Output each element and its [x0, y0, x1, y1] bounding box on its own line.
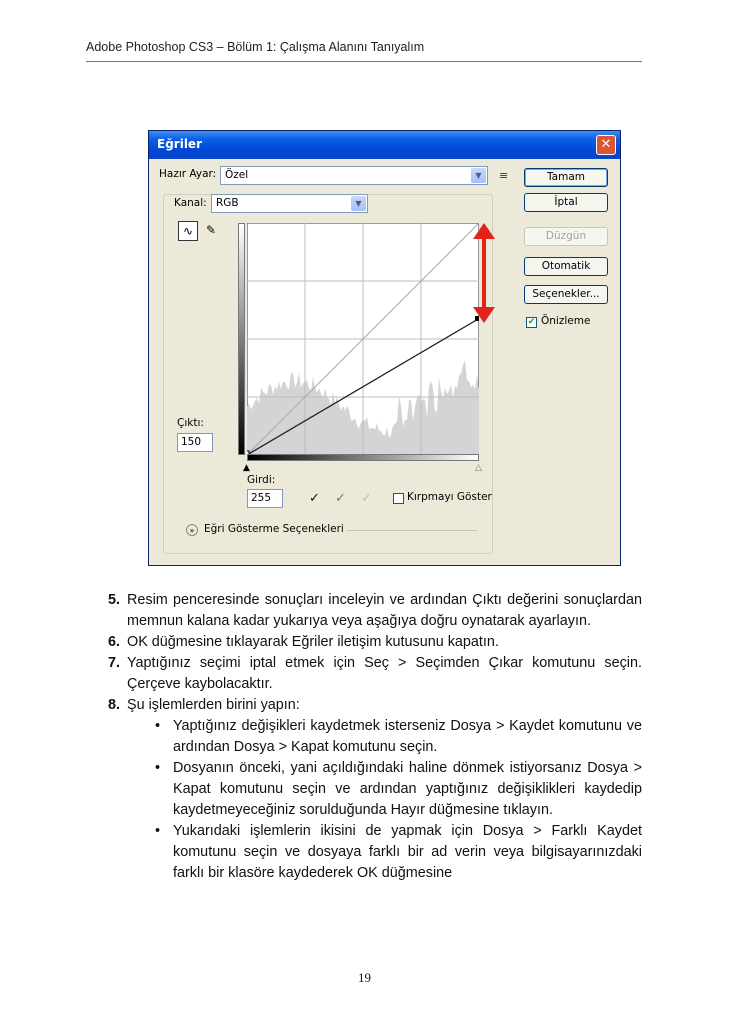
- list-item: [108, 716, 642, 758]
- preset-label: Hazır Ayar:: [159, 168, 217, 180]
- options-button[interactable]: Seçenekler...: [524, 285, 608, 304]
- close-icon[interactable]: ✕: [596, 135, 616, 155]
- preset-select[interactable]: [220, 166, 488, 185]
- preview-checkbox[interactable]: ✔: [527, 317, 536, 327]
- output-field[interactable]: 150: [177, 433, 213, 452]
- channel-value: RGB: [216, 197, 239, 209]
- step-text: OK düğmesine tıklayarak Eğriler iletişim kutusunu kapatın.: [127, 634, 499, 650]
- step-6: [108, 632, 642, 653]
- bullet-text: Dosyanın önceki, yani açıldığındaki haline dönmek istiyorsanız Dosya > Kapat komutunu seçin ve ardından yaptığınız değişiklikleri kaydedip kaydetmeyeceğiniz sorulduğunda Hayır düğmesine tıklayın.: [173, 760, 642, 818]
- white-point-slider[interactable]: △: [475, 463, 482, 473]
- page-number: 19: [358, 970, 371, 985]
- eyedropper-black-icon[interactable]: ✓: [309, 491, 320, 506]
- list-item: [108, 821, 642, 884]
- input-field[interactable]: 255: [247, 489, 283, 508]
- output-label: Çıktı:: [177, 417, 204, 429]
- dialog-title: Eğriler: [157, 137, 202, 151]
- pencil-icon[interactable]: ✎: [205, 223, 217, 237]
- instruction-steps: [108, 590, 642, 884]
- show-clipping-checkbox[interactable]: [393, 493, 404, 504]
- step-5: [108, 590, 642, 632]
- curves-dialog: [148, 130, 621, 566]
- auto-button[interactable]: Otomatik: [524, 257, 608, 276]
- header-rule: [86, 61, 642, 62]
- preset-value: Özel: [225, 169, 249, 181]
- list-item: [108, 758, 642, 821]
- adjust-arrow-icon: [471, 223, 497, 323]
- curve-display-options-label[interactable]: Eğri Gösterme Seçenekleri: [204, 523, 344, 535]
- output-gradient-bar: [238, 223, 245, 455]
- step-number: 7.: [108, 655, 121, 671]
- cancel-button[interactable]: İptal: [524, 193, 608, 212]
- smooth-button[interactable]: Düzgün: [524, 227, 608, 246]
- curves-graph[interactable]: [247, 223, 479, 455]
- bullet-list: [108, 716, 642, 884]
- bullet-text: Yukarıdaki işlemlerin ikisini de yapmak için Dosya > Farklı Kaydet komutunu seçin ve dosyaya farklı bir ad verin veya bilgisayarınızdaki farklı bir klasöre kaydederek OK düğmesine: [173, 823, 642, 881]
- step-number: 5.: [108, 592, 121, 608]
- chevron-down-icon: ▼: [471, 168, 486, 183]
- step-text: Şu işlemlerden birini yapın:: [127, 697, 300, 713]
- preview-label: Önizleme: [541, 315, 591, 327]
- dialog-titlebar[interactable]: [149, 131, 620, 159]
- step-7: [108, 653, 642, 695]
- bullet-icon: •: [155, 718, 161, 734]
- double-chevron-icon[interactable]: »: [186, 524, 198, 536]
- eyedropper-gray-icon[interactable]: ✓: [335, 491, 346, 506]
- running-title: Adobe Photoshop CS3 – Bölüm 1: Çalışma Alanını Tanıyalım: [86, 40, 425, 54]
- show-clipping-label: Kırpmayı Göster: [407, 491, 492, 503]
- step-8: [108, 695, 642, 716]
- channel-label: Kanal:: [174, 197, 207, 209]
- chevron-down-icon: ▼: [351, 196, 366, 211]
- ok-button[interactable]: Tamam: [524, 168, 608, 187]
- input-gradient-bar: [247, 454, 479, 461]
- step-number: 6.: [108, 634, 121, 650]
- step-text: Yaptığınız seçimi iptal etmek için Seç > Seçimden Çıkar komutunu seçin. Çerçeve kaybolacaktır.: [127, 655, 642, 692]
- channel-select[interactable]: [211, 194, 368, 213]
- bullet-icon: •: [155, 760, 161, 776]
- preset-menu-icon[interactable]: ≡: [499, 169, 509, 182]
- step-number: 8.: [108, 697, 121, 713]
- step-text: Resim penceresinde sonuçları inceleyin ve ardından Çıktı değerini sonuçlardan memnun kalana kadar yukarıya veya aşağıya doğru oynatarak ayarlayın.: [127, 592, 642, 629]
- options-divider: [347, 530, 477, 531]
- black-point-slider[interactable]: ▲: [243, 463, 250, 473]
- curve-point-tool-icon[interactable]: ∿: [178, 221, 198, 241]
- bullet-text: Yaptığınız değişikleri kaydetmek isterseniz Dosya > Kaydet komutunu ve ardından Dosya > Kapat komutunu seçin.: [173, 718, 642, 755]
- input-label: Girdi:: [247, 474, 276, 486]
- bullet-icon: •: [155, 823, 161, 839]
- eyedropper-white-icon[interactable]: ✓: [361, 491, 372, 506]
